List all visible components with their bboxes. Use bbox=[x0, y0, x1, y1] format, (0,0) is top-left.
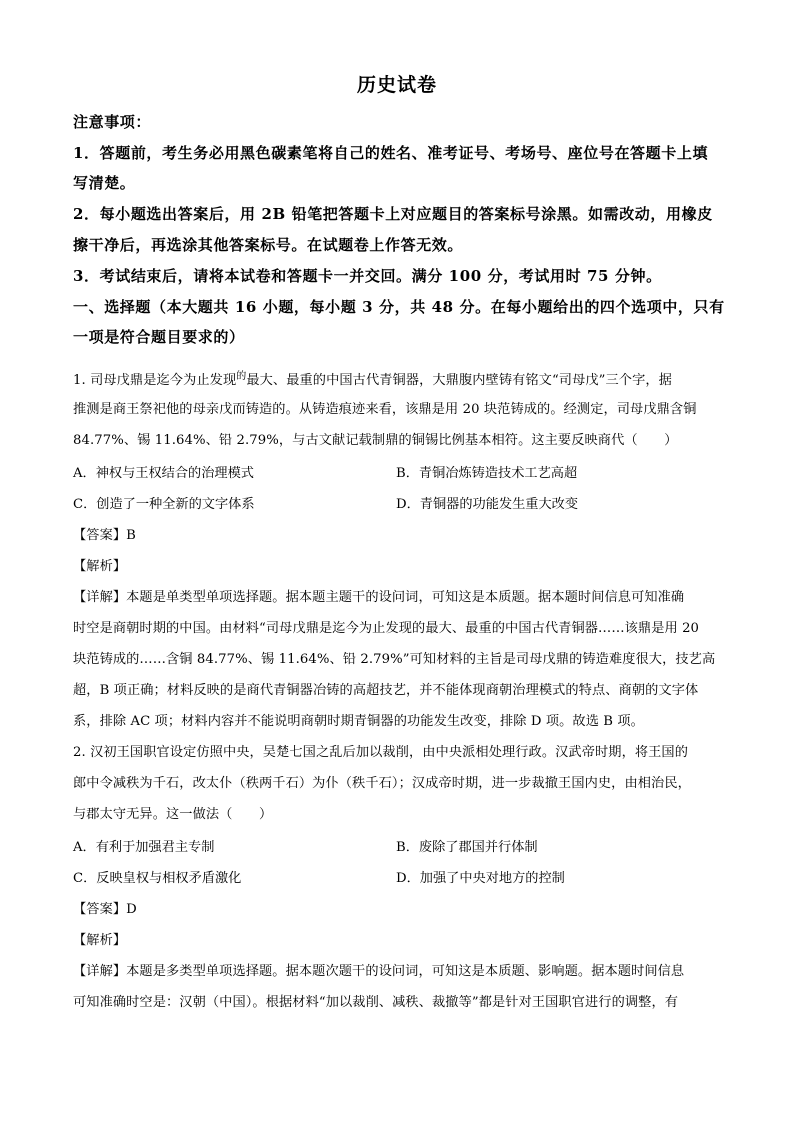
q1-answer: 【答案】B bbox=[73, 528, 136, 543]
q2-option-a: A．有利于加强君主专制 bbox=[73, 840, 215, 855]
notice-line: 2．每小题选出答案后，用 2B 铅笔把答题卡上对应题目的答案标号涂黑。如需改动，用橡皮 bbox=[73, 205, 713, 223]
q1-option-a: A．神权与王权结合的治理模式 bbox=[73, 466, 254, 481]
section-heading-line: 一、选择题（本大题共 16 小题，每小题 3 分，共 48 分。在每小题给出的四个选项中，只有 bbox=[73, 298, 725, 316]
q2-stem-line: 郎中令减秩为千石，改太仆（秩两千石）为仆（秩千石）；汉成帝时期，进一步裁撤王国内史，由相治民， bbox=[73, 776, 691, 791]
q1-option-b: B．青铜冶炼铸造技术工艺高超 bbox=[396, 466, 578, 481]
q1-stem-superscript: 的 bbox=[236, 371, 247, 382]
q2-stem-line: 与郡太守无异。这一做法（ ） bbox=[73, 807, 273, 822]
notice-line: 1．答题前，考生务必用黑色碳素笔将自己的姓名、准考证号、考场号、座位号在答题卡上填 bbox=[73, 144, 709, 162]
notice-line: 3．考试结束后，请将本试卷和答题卡一并交回。满分 100 分，考试用时 75 分钟。 bbox=[73, 267, 662, 285]
q1-analysis-label: 【解析】 bbox=[73, 559, 127, 574]
q1-stem-part: 1. 司母戊鼎是迄今为止发现 bbox=[73, 373, 237, 388]
q1-detail-line: 系，排除 AC 项；材料内容并不能说明商朝时期青铜器的功能发生改变，排除 D 项。故选 B 项。 bbox=[73, 714, 644, 729]
notice-line: 擦干净后，再选涂其他答案标号。在试题卷上作答无效。 bbox=[73, 236, 464, 254]
q2-answer: 【答案】D bbox=[73, 902, 137, 917]
q2-option-c: C．反映皇权与相权矛盾激化 bbox=[73, 871, 242, 886]
q1-option-c: C．创造了一种全新的文字体系 bbox=[73, 497, 255, 512]
q1-stem-part: 最大、最重的中国古代青铜器，大鼎腹内壁铸有铭文“司母戊”三个字，据 bbox=[246, 373, 672, 388]
q2-option-b: B．废除了郡国并行体制 bbox=[396, 840, 538, 855]
q1-detail-line: 块范铸成的……含铜 84.77%、锡 11.64%、铅 2.79%”可知材料的主旨是司母戊鼎的铸造难度很大，技艺高 bbox=[73, 652, 716, 667]
q1-stem-line: 84.77%、锡 11.64%、铅 2.79%，与古文献记载制鼎的铜锡比例基本相符。这主要反映商代（ ） bbox=[73, 433, 678, 448]
q1-detail-line: 【详解】本题是单类型单项选择题。据本题主题干的设问词，可知这是本质题。据本题时间信息可知准确 bbox=[73, 590, 685, 605]
q2-detail-line: 【详解】本题是多类型单项选择题。据本题次题干的设问词，可知这是本质题、影响题。据本题时间信息 bbox=[73, 964, 685, 979]
q2-stem-line: 2. 汉初王国职官设定仿照中央，吴楚七国之乱后加以裁削，由中央派相处理行政。汉武帝时期，将王国的 bbox=[73, 745, 689, 760]
q1-stem-line bbox=[73, 367, 733, 388]
q1-detail-line: 时空是商朝时期的中国。由材料“司母戊鼎是迄今为止发现的最大、最重的中国古代青铜器……该鼎是用 20 bbox=[73, 621, 700, 636]
q1-stem-line: 推测是商王祭祀他的母亲戊而铸造的。从铸造痕迹来看，该鼎是用 20 块范铸成的。经测定，司母戊鼎含铜 bbox=[73, 402, 697, 417]
page-title: 历史试卷 bbox=[356, 74, 437, 96]
section-heading-line: 一项是符合题目要求的） bbox=[73, 328, 245, 346]
q2-detail-line: 可知准确时空是：汉朝（中国）。根据材料“加以裁削、减秩、裁撤等”都是针对王国职官进行的调整，有 bbox=[73, 995, 679, 1010]
notice-heading: 注意事项： bbox=[73, 113, 152, 131]
q2-option-d: D．加强了中央对地方的控制 bbox=[396, 871, 565, 886]
notice-line: 写清楚。 bbox=[73, 174, 136, 192]
q1-detail-line: 超，B 项正确；材料反映的是商代青铜器冶铸的高超技艺，并不能体现商朝治理模式的特点、商朝的文字体 bbox=[73, 683, 699, 698]
q2-analysis-label: 【解析】 bbox=[73, 933, 127, 948]
q1-option-d: D．青铜器的功能发生重大改变 bbox=[396, 497, 579, 512]
